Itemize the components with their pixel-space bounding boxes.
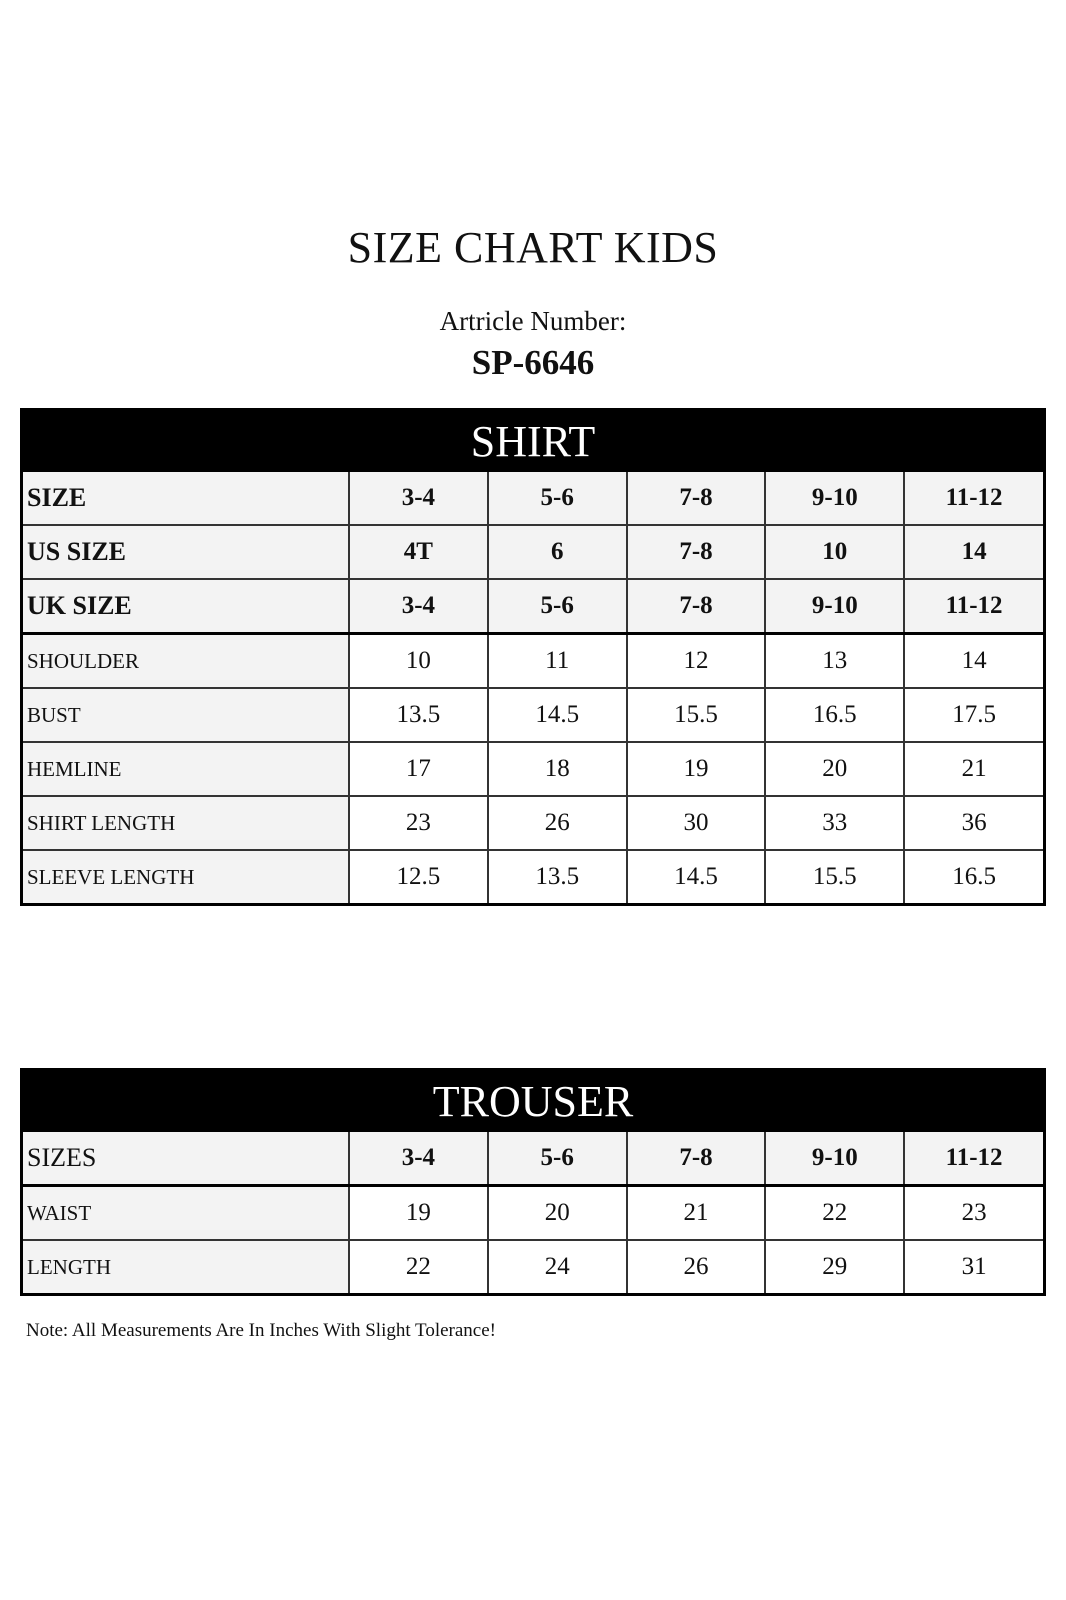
table-header-row <box>23 1132 1043 1186</box>
table-cell: 9-10 <box>765 579 904 634</box>
table-cell: 3-4 <box>349 1132 488 1186</box>
table-cell: 20 <box>488 1186 627 1241</box>
table-cell: 7-8 <box>627 1132 766 1186</box>
table-cell: 12 <box>627 634 766 689</box>
row-label: SHIRT LENGTH <box>23 796 349 850</box>
row-label: US SIZE <box>23 525 349 579</box>
table-cell: 22 <box>349 1240 488 1293</box>
table-cell: 33 <box>765 796 904 850</box>
table-cell: 15.5 <box>627 688 766 742</box>
trouser-table-heading: TROUSER <box>23 1071 1043 1132</box>
table-cell: 3-4 <box>349 579 488 634</box>
table-row <box>23 742 1043 796</box>
table-cell: 9-10 <box>765 472 904 525</box>
table-cell: 21 <box>904 742 1043 796</box>
table-cell: 22 <box>765 1186 904 1241</box>
shirt-table-heading: SHIRT <box>23 411 1043 472</box>
table-cell: 3-4 <box>349 472 488 525</box>
table-cell: 10 <box>765 525 904 579</box>
row-label: UK SIZE <box>23 579 349 634</box>
table-cell: 11 <box>488 634 627 689</box>
table-cell: 21 <box>627 1186 766 1241</box>
table-cell: 26 <box>627 1240 766 1293</box>
row-label: WAIST <box>23 1186 349 1241</box>
table-cell: 19 <box>349 1186 488 1241</box>
table-cell: 7-8 <box>627 579 766 634</box>
table-cell: 6 <box>488 525 627 579</box>
table-cell: 11-12 <box>904 472 1043 525</box>
table-cell: 12.5 <box>349 850 488 903</box>
table-cell: 5-6 <box>488 472 627 525</box>
table-cell: 23 <box>904 1186 1043 1241</box>
table-cell: 19 <box>627 742 766 796</box>
table-cell: 7-8 <box>627 472 766 525</box>
table-cell: 17 <box>349 742 488 796</box>
row-label: SIZES <box>23 1132 349 1186</box>
table-cell: 14 <box>904 634 1043 689</box>
table-header-row <box>23 472 1043 525</box>
page-title: SIZE CHART KIDS <box>347 223 719 272</box>
table-cell: 14 <box>904 525 1043 579</box>
table-cell: 5-6 <box>488 579 627 634</box>
row-label: LENGTH <box>23 1240 349 1293</box>
table-row <box>23 1186 1043 1241</box>
table-header-row <box>23 525 1043 579</box>
row-label: SLEEVE LENGTH <box>23 850 349 903</box>
table-cell: 29 <box>765 1240 904 1293</box>
table-cell: 23 <box>349 796 488 850</box>
measurement-note: Note: All Measurements Are In Inches With Slight Tolerance! <box>26 1320 496 1341</box>
table-cell: 15.5 <box>765 850 904 903</box>
table-cell: 18 <box>488 742 627 796</box>
table-row <box>23 1240 1043 1293</box>
trouser-size-table <box>20 1068 1046 1296</box>
trouser-table-grid <box>23 1132 1043 1293</box>
article-number: SP-6646 <box>471 343 595 382</box>
table-cell: 31 <box>904 1240 1043 1293</box>
article-number-label: Artricle Number: <box>439 306 627 336</box>
table-header-row <box>23 579 1043 634</box>
table-cell: 13.5 <box>488 850 627 903</box>
shirt-size-table <box>20 408 1046 906</box>
table-cell: 9-10 <box>765 1132 904 1186</box>
table-cell: 16.5 <box>765 688 904 742</box>
row-label: SHOULDER <box>23 634 349 689</box>
table-cell: 11-12 <box>904 1132 1043 1186</box>
table-row <box>23 634 1043 689</box>
table-cell: 10 <box>349 634 488 689</box>
row-label: HEMLINE <box>23 742 349 796</box>
table-cell: 30 <box>627 796 766 850</box>
table-cell: 17.5 <box>904 688 1043 742</box>
shirt-table-grid <box>23 472 1043 903</box>
table-cell: 4T <box>349 525 488 579</box>
table-row <box>23 688 1043 742</box>
table-cell: 7-8 <box>627 525 766 579</box>
table-cell: 36 <box>904 796 1043 850</box>
table-cell: 14.5 <box>627 850 766 903</box>
table-cell: 11-12 <box>904 579 1043 634</box>
table-cell: 14.5 <box>488 688 627 742</box>
table-cell: 13 <box>765 634 904 689</box>
table-cell: 5-6 <box>488 1132 627 1186</box>
table-cell: 13.5 <box>349 688 488 742</box>
row-label: SIZE <box>23 472 349 525</box>
table-row <box>23 850 1043 903</box>
table-row <box>23 796 1043 850</box>
table-cell: 24 <box>488 1240 627 1293</box>
table-cell: 26 <box>488 796 627 850</box>
table-cell: 16.5 <box>904 850 1043 903</box>
table-cell: 20 <box>765 742 904 796</box>
row-label: BUST <box>23 688 349 742</box>
